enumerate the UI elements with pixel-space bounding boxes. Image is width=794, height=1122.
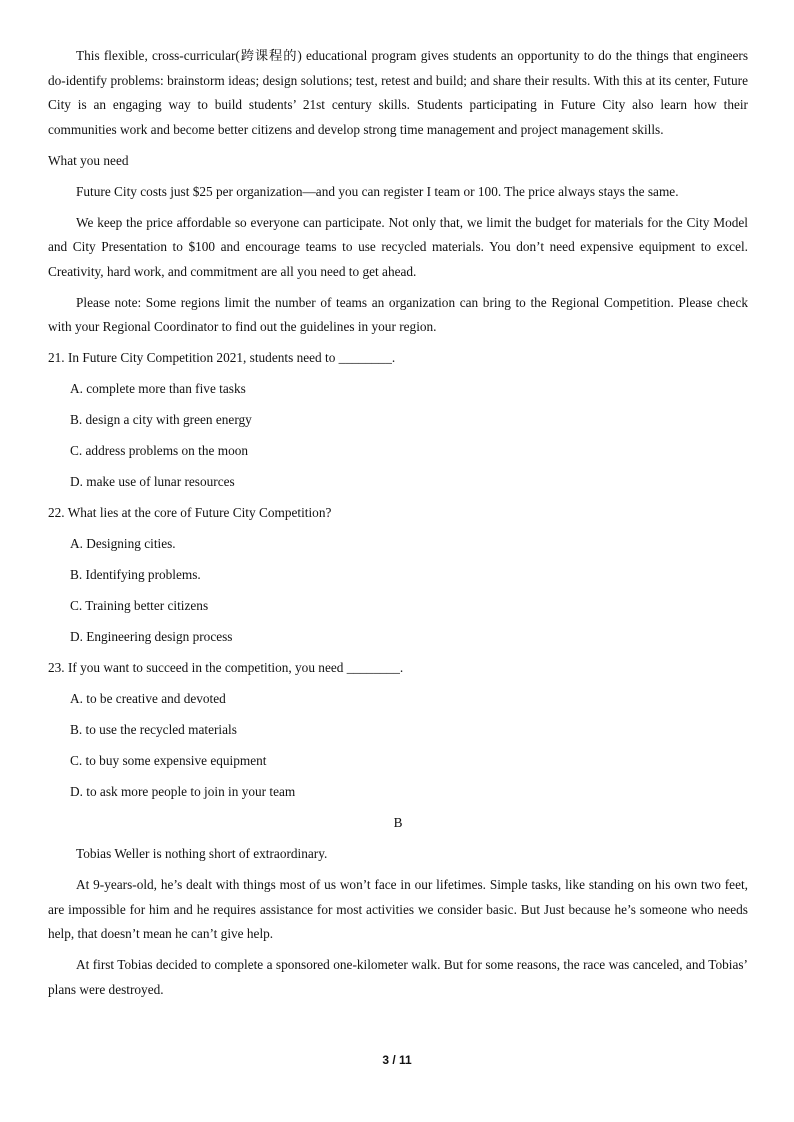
question-option: D. Engineering design process bbox=[70, 629, 233, 644]
section-label-b: B bbox=[393, 815, 403, 830]
passage-b-paragraph-3: At first Tobias decided to complete a sponsored one-kilometer walk. But for some reasons, the race was canceled, and Tobias’ plans were destroyed. bbox=[48, 957, 748, 997]
question-option: B. design a city with green energy bbox=[70, 412, 252, 427]
passage-b-paragraph-2: At 9-years-old, he’s dealt with things most of us won’t face in our lifetimes. Simple tasks, like standing on his own two feet, are impossible for him and he requires assistance for most activities we consider basic. But Just because he’s someone who needs help, that doesn’t mean he can’t give help. bbox=[48, 877, 748, 941]
question-stem: 23. If you want to succeed in the competition, you need ________. bbox=[48, 660, 404, 675]
question-stem: 22. What lies at the core of Future City Competition? bbox=[48, 505, 332, 520]
question-stem: 21. In Future City Competition 2021, students need to ________. bbox=[48, 350, 396, 365]
question-22 bbox=[48, 501, 748, 650]
passage-a-paragraph-2: Future City costs just $25 per organization—and you can register I team or 100. The price always stays the same. bbox=[76, 183, 679, 199]
page-number: 3 / 11 bbox=[382, 1053, 412, 1067]
document-page bbox=[48, 44, 748, 1009]
question-option: B. to use the recycled materials bbox=[70, 722, 237, 737]
question-option: D. to ask more people to join in your team bbox=[70, 784, 296, 799]
question-23 bbox=[48, 656, 748, 805]
question-21 bbox=[48, 346, 748, 495]
passage-a-paragraph-1: This flexible, cross-curricular(跨课程的) educational program gives students an opportunity to do the things that engineers do-identify problems: brainstorm ideas; design solutions; test, retest and build; and share their results. With this at its center, Future City is an engaging way to build students’ 21st century skills. Students participating in Future City also learn how their communities work and become better citizens and develop strong time management and project management skills. bbox=[48, 48, 748, 137]
question-option: C. address problems on the moon bbox=[70, 443, 249, 458]
passage-a-paragraph-3: We keep the price affordable so everyone can participate. Not only that, we limit the budget for materials for the City Model and City Presentation to $100 and encourage teams to use recycled materials. You don’t need expensive equipment to excel. Creativity, hard work, and commitment are all you need to get ahead. bbox=[48, 214, 748, 279]
question-option: B. Identifying problems. bbox=[70, 567, 201, 582]
question-option: C. to buy some expensive equipment bbox=[70, 753, 267, 768]
passage-a-paragraph-4: Please note: Some regions limit the number of teams an organization can bring to the Regional Competition. Please check with your Regional Coordinator to find out the guidelines in your region. bbox=[48, 294, 748, 334]
passage-b-paragraph-1: Tobias Weller is nothing short of extraordinary. bbox=[76, 846, 328, 861]
question-option: A. Designing cities. bbox=[70, 536, 176, 551]
question-option: C. Training better citizens bbox=[70, 598, 209, 613]
question-option: A. complete more than five tasks bbox=[70, 381, 246, 396]
question-option: A. to be creative and devoted bbox=[70, 691, 226, 706]
section-heading-what-you-need: What you need bbox=[48, 152, 129, 168]
question-option: D. make use of lunar resources bbox=[70, 474, 235, 489]
